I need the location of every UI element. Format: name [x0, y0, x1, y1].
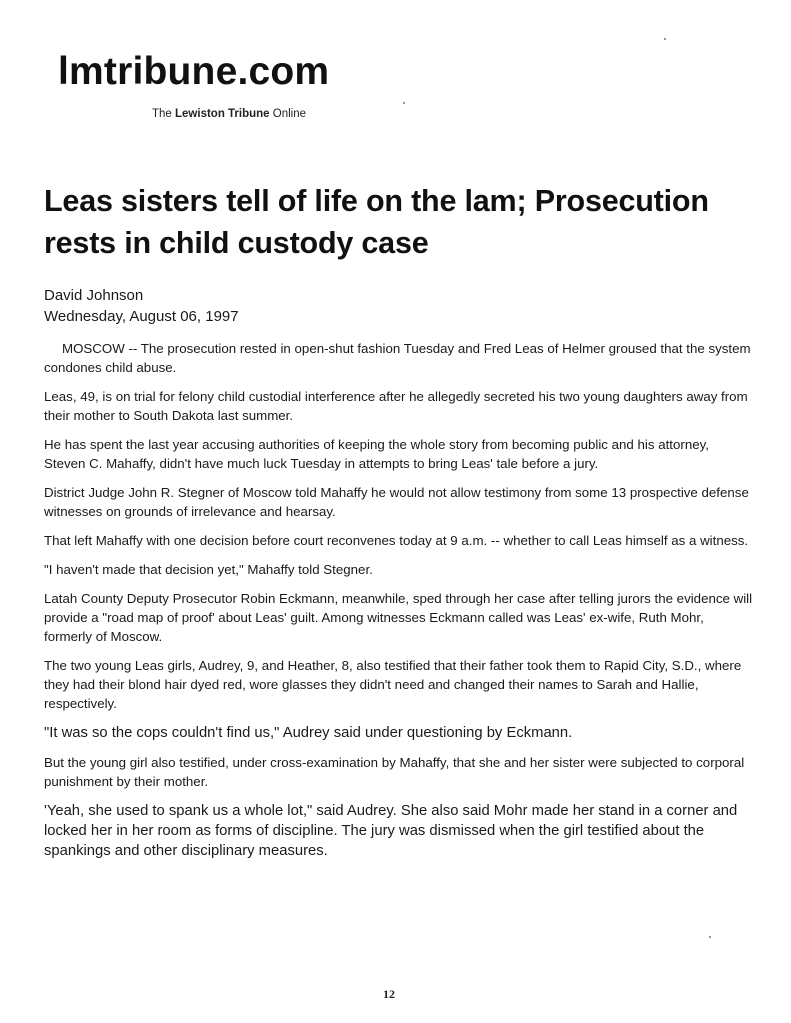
author-name: David Johnson	[44, 287, 144, 304]
publish-date: Wednesday, August 06, 1997	[44, 308, 239, 325]
paragraph: 'Yeah, she used to spank us a whole lot," said Audrey. She also said Mohr made her stand in a corner and locked her in her room as forms of discipline. The jury was dismissed when the girl testified about the spankings and other disciplinary measures.	[44, 803, 738, 859]
article-headline: Leas sisters tell of life on the lam; Prosecution rests in child custody case	[44, 184, 709, 260]
scan-speck	[709, 936, 711, 938]
site-logo: lmtribune.com	[58, 50, 330, 93]
paragraph: "It was so the cops couldn't find us," Audrey said under questioning by Eckmann.	[44, 725, 573, 741]
paragraph: But the young girl also testified, under cross-examination by Mahaffy, that she and her sister were subjected to corporal punishment by their mother.	[44, 755, 745, 789]
paragraph: That left Mahaffy with one decision before court reconvenes today at 9 a.m. -- whether to call Leas himself as a witness.	[44, 533, 749, 548]
scan-speck	[403, 102, 405, 104]
paragraph: District Judge John R. Stegner of Moscow told Mahaffy he would not allow testimony from some 13 prospective defense witnesses on grounds of irrelevance and hearsay.	[44, 485, 749, 519]
paragraph: Leas, 49, is on trial for felony child custodial interference after he allegedly secreted his two young daughters away from their mother to South Dakota last summer.	[44, 389, 748, 423]
paragraph: He has spent the last year accusing authorities of keeping the whole story from becoming public and his attorney, Steven C. Mahaffy, didn't have much luck Tuesday in attempts to bring Leas' tale before a jury.	[44, 437, 709, 471]
page-number: 12	[383, 987, 395, 1001]
scan-speck	[664, 38, 666, 40]
paragraph: Latah County Deputy Prosecutor Robin Eckmann, meanwhile, sped through her case after telling jurors the evidence will provide a "road map of proof' about Leas' guilt. Among witnesses Eckmann called was Leas' ex-wife, Ruth Mohr, formerly of Moscow.	[44, 591, 753, 644]
article-body	[44, 339, 754, 871]
paragraph: "I haven't made that decision yet," Mahaffy told Stegner.	[44, 562, 373, 577]
paragraph: The two young Leas girls, Audrey, 9, and Heather, 8, also testified that their father took them to Rapid City, S.D., where they had their blond hair dyed red, wore glasses they didn't need and changed their names to Sarah and Hallie, respectively.	[44, 658, 742, 711]
paragraph: MOSCOW -- The prosecution rested in open-shut fashion Tuesday and Fred Leas of Helmer groused that the system condones child abuse.	[44, 341, 751, 375]
tagline-brand: Lewiston Tribune	[175, 108, 270, 120]
tagline-suffix: Online	[269, 108, 307, 120]
byline	[44, 285, 239, 327]
site-tagline	[152, 108, 306, 120]
tagline-prefix: The	[152, 108, 176, 120]
